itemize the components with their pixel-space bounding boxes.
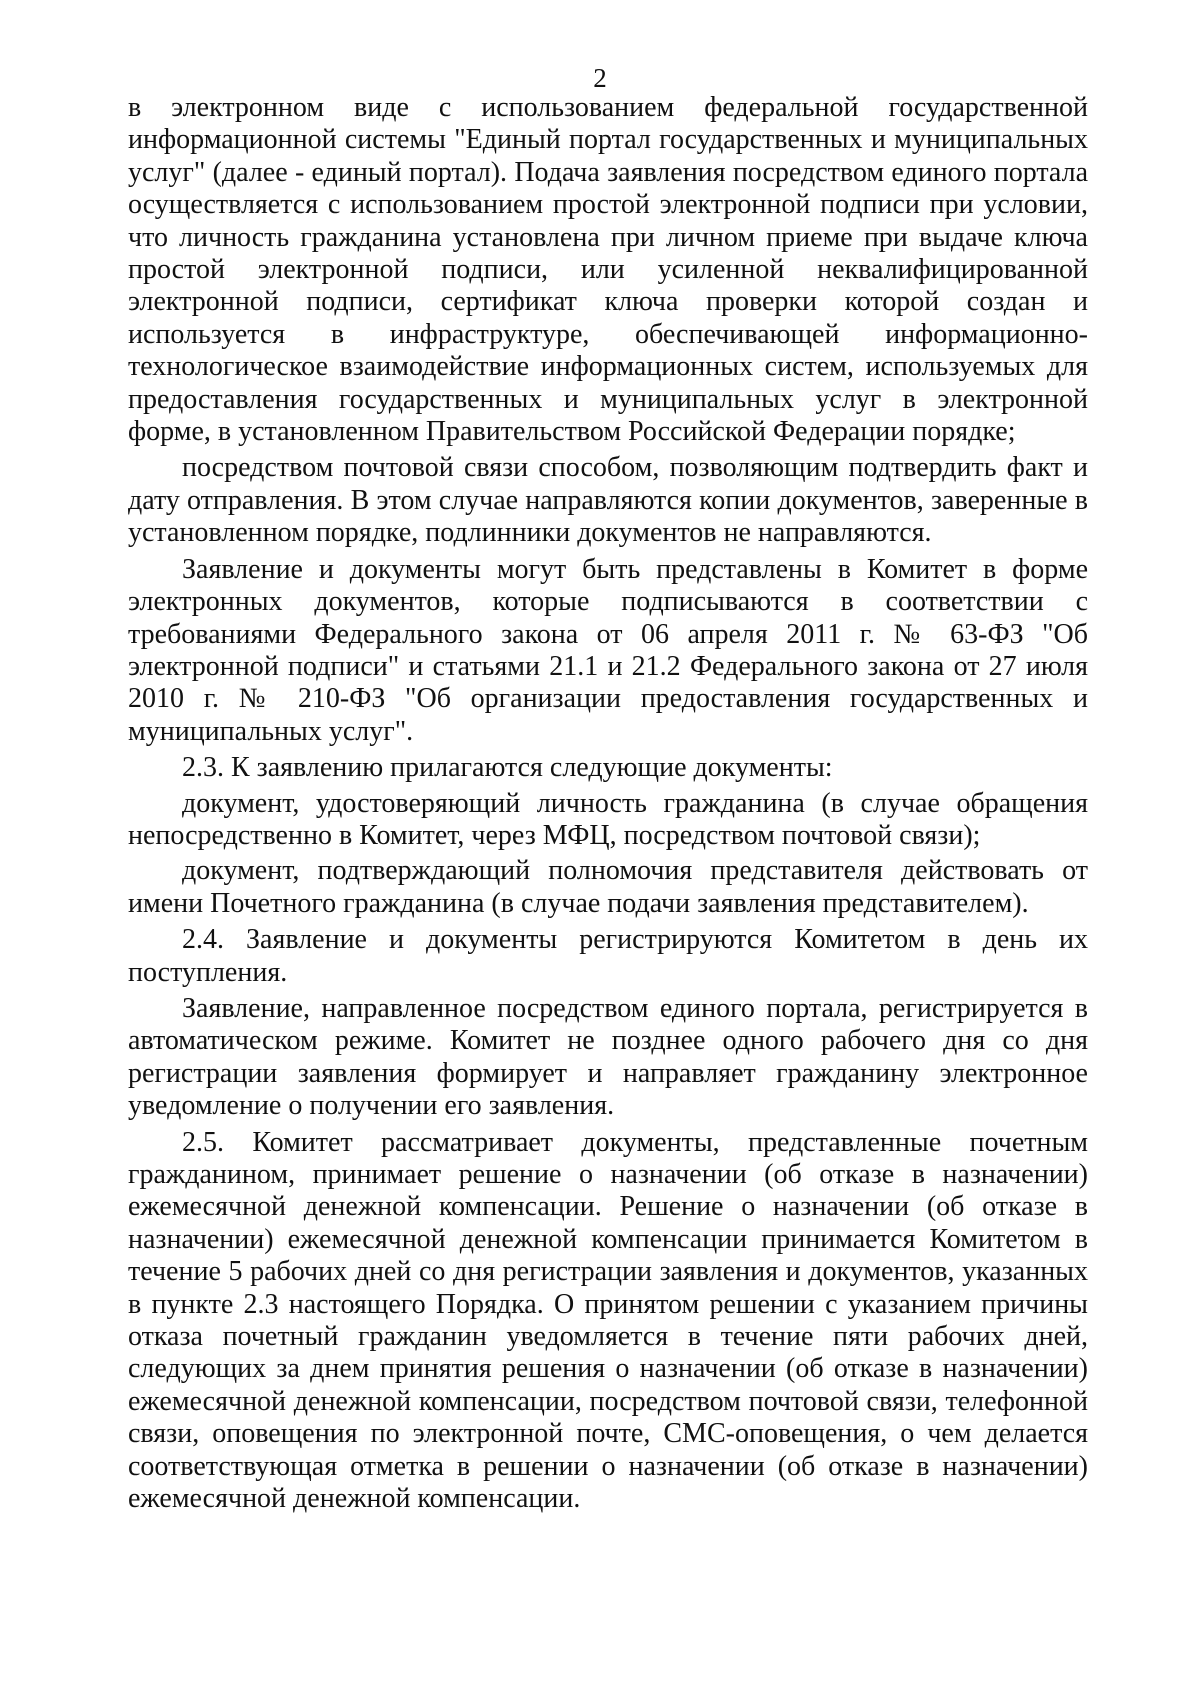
paragraph-postal-submission: посредством почтовой связи способом, позволяющим подтвердить факт и дату отправления. В этом случае направляются копии документов, заверенные в установленном порядке, подлинники документов не направляются.: [128, 452, 1088, 549]
paragraph-electronic-documents: Заявление и документы могут быть представлены в Комитет в форме электронных документов, которые подписываются в соответствии с требованиями Федерального закона от 06 апреля 2011 г. № 63-ФЗ "Об электронной подписи" и статьями 21.1 и 21.2 Федерального закона от 27 июля 2010 г. № 210-ФЗ "Об организации предоставления государственных и муниципальных услуг".: [128, 553, 1088, 747]
paragraph-2-5-decision: 2.5. Комитет рассматривает документы, представленные почетным гражданином, принимает решение о назначении (об отказе в назначении) ежемесячной денежной компенсации. Решение о назначении (об отказе в назначении) ежемесячной денежной компенсации принимается Комитетом в течение 5 рабочих дней со дня регистрации заявления и документов, указанных в пункте 2.3 настоящего Порядка. О принятом решении с указанием причины отказа почетный гражданин уведомляется в течение пяти рабочих дней, следующих за днем принятия решения о назначении (об отказе в назначении) ежемесячной денежной компенсации, посредством почтовой связи, телефонной связи, оповещения по электронной почте, СМС-оповещения, о чем делается соответствующая отметка в решении о назначении (об отказе в назначении) ежемесячной денежной компенсации.: [128, 1126, 1088, 1515]
paragraph-2-4-registration: 2.4. Заявление и документы регистрируются Комитетом в день их поступления.: [128, 924, 1088, 988]
paragraph-2-3-heading: 2.3. К заявлению прилагаются следующие документы:: [182, 752, 833, 784]
paragraph-representative-document: документ, подтверждающий полномочия представителя действовать от имени Почетного гражданина (в случае подачи заявления представителем).: [128, 855, 1088, 919]
paragraph-portal-registration: Заявление, направленное посредством единого портала, регистрируется в автоматическом режиме. Комитет не позднее одного рабочего дня со дня регистрации заявления формирует и направляет гражданину электронное уведомление о получении его заявления.: [128, 992, 1088, 1122]
page-number: 2: [593, 63, 607, 93]
paragraph-electronic-submission: в электронном виде с использованием федеральной государственной информационной системы "Единый портал государственных и муниципальных услуг" (далее - единый портал). Подача заявления посредством единого портала осуществляется с использованием простой электронной подписи при условии, что личность гражданина установлена при личном приеме при выдаче ключа простой электронной подписи, или усиленной неквалифицированной электронной подписи, сертификат ключа проверки которой создан и используется в инфраструктуре, обеспечивающей информационно-технологическое взаимодействие информационных систем, используемых для предоставления государственных и муниципальных услуг в электронной форме, в установленном Правительством Российской Федерации порядке;: [128, 92, 1088, 448]
paragraph-identity-document: документ, удостоверяющий личность гражданина (в случае обращения непосредственно в Комитет, через МФЦ, посредством почтовой связи);: [128, 787, 1088, 851]
document-body: [128, 92, 1088, 1518]
